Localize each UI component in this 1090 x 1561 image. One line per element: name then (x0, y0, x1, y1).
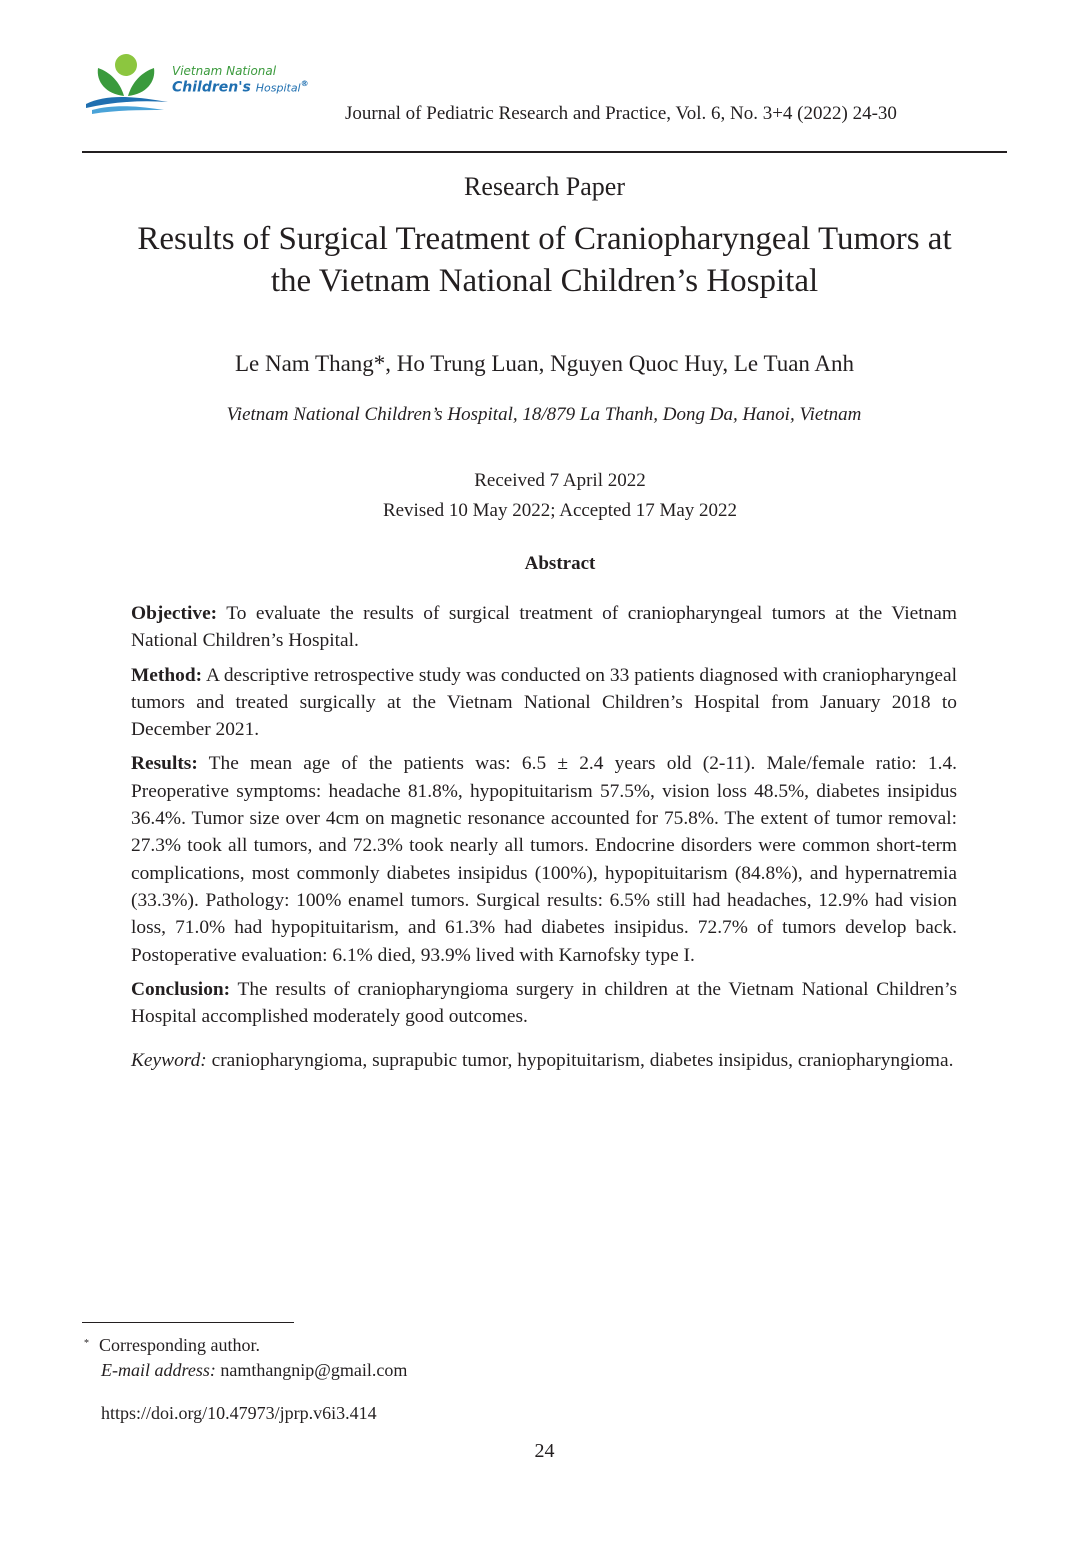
doi-link[interactable]: https://doi.org/10.47973/jprp.v6i3.414 (101, 1403, 377, 1423)
abstract-heading: Abstract (524, 553, 596, 574)
article-type: Research Paper (464, 172, 625, 201)
abstract-objective: Objective: To evaluate the results of surgical treatment of craniopharyngeal tumors at the Vietnam National Children’s Hospital. (131, 603, 957, 652)
registered-mark: ® (300, 79, 309, 88)
corresponding-author: * Corresponding author. (84, 1335, 260, 1355)
received-date: Received 7 April 2022 (474, 470, 646, 491)
article-dates (290, 466, 830, 526)
hospital-logo (84, 52, 324, 122)
header-rule (82, 151, 1007, 153)
email-line: E-mail address: namthangnip@gmail.com (101, 1360, 408, 1380)
revised-accepted-date: Revised 10 May 2022; Accepted 17 May 2022 (382, 500, 738, 521)
affiliation: Vietnam National Children’s Hospital, 18/879 La Thanh, Dong Da, Hanoi, Vietnam (226, 404, 862, 425)
keywords: Keyword: craniopharyngioma, suprapubic tumor, hypopituitarism, diabetes insipidus, craniopharyngioma. (131, 1050, 954, 1072)
author-list: Le Nam Thang*, Ho Trung Luan, Nguyen Quoc Huy, Le Tuan Anh (234, 351, 855, 376)
logo-text-hospital: Hospital (255, 81, 301, 95)
footnote-rule (82, 1322, 294, 1323)
journal-citation: Journal of Pediatric Research and Practice, Vol. 6, No. 3+4 (2022) 24-30 (345, 103, 897, 124)
abstract-conclusion: Conclusion: The results of craniopharyngioma surgery in children at the Vietnam National Children’s Hospital accomplished moderately good outcomes. (131, 978, 957, 1028)
abstract-body (131, 600, 957, 1075)
article-title (82, 218, 1007, 302)
hospital-logo-icon (84, 52, 170, 116)
title-line-2: the Vietnam National Children’s Hospital (270, 263, 819, 299)
abstract-results: Results: The mean age of the patients was: 6.5 ± 2.4 years old (2-11). Male/female ratio: 1.4. Preoperative symptoms: headache 81.8%, hypopituitarism 57.5%, vision loss 48.5%, diabetes insipidus 36.4%. Tumor size over 4cm on magnetic resonance accounted for 75.8%. The extent of tumor removal: 27.3% took all tumors, and 72.3% took nearly all tumors. Endocrine disorders were common short-term complications, most commonly diabetes insipidus (100%), hypopituitarism (84.8%), and hypernatremia (33.3%). Pathology: 100% enamel tumors. Surgical results: 6.5% still had headaches, 12.9% had vision loss, 71.0% had hypopituitarism, and 61.3% had diabetes insipidus. 72.7% of tumors develop back. Postoperative evaluation: 6.1% died, 93.9% lived with Karnofsky type I. (131, 753, 957, 966)
logo-text-line2: Children's Hospital® (172, 79, 309, 96)
footnote (84, 1333, 407, 1383)
page-number: 24 (534, 1440, 555, 1462)
footnote-marker: * (84, 1338, 89, 1349)
logo-text-line1: Vietnam National (172, 64, 277, 78)
title-line-1: Results of Surgical Treatment of Craniopharyngeal Tumors at (137, 221, 952, 257)
abstract-method: Method: A descriptive retrospective study was conducted on 33 patients diagnosed with craniopharyngeal tumors and treated surgically at the Vietnam National Children’s Hospital from January 2018 to December 2021. (131, 664, 957, 741)
